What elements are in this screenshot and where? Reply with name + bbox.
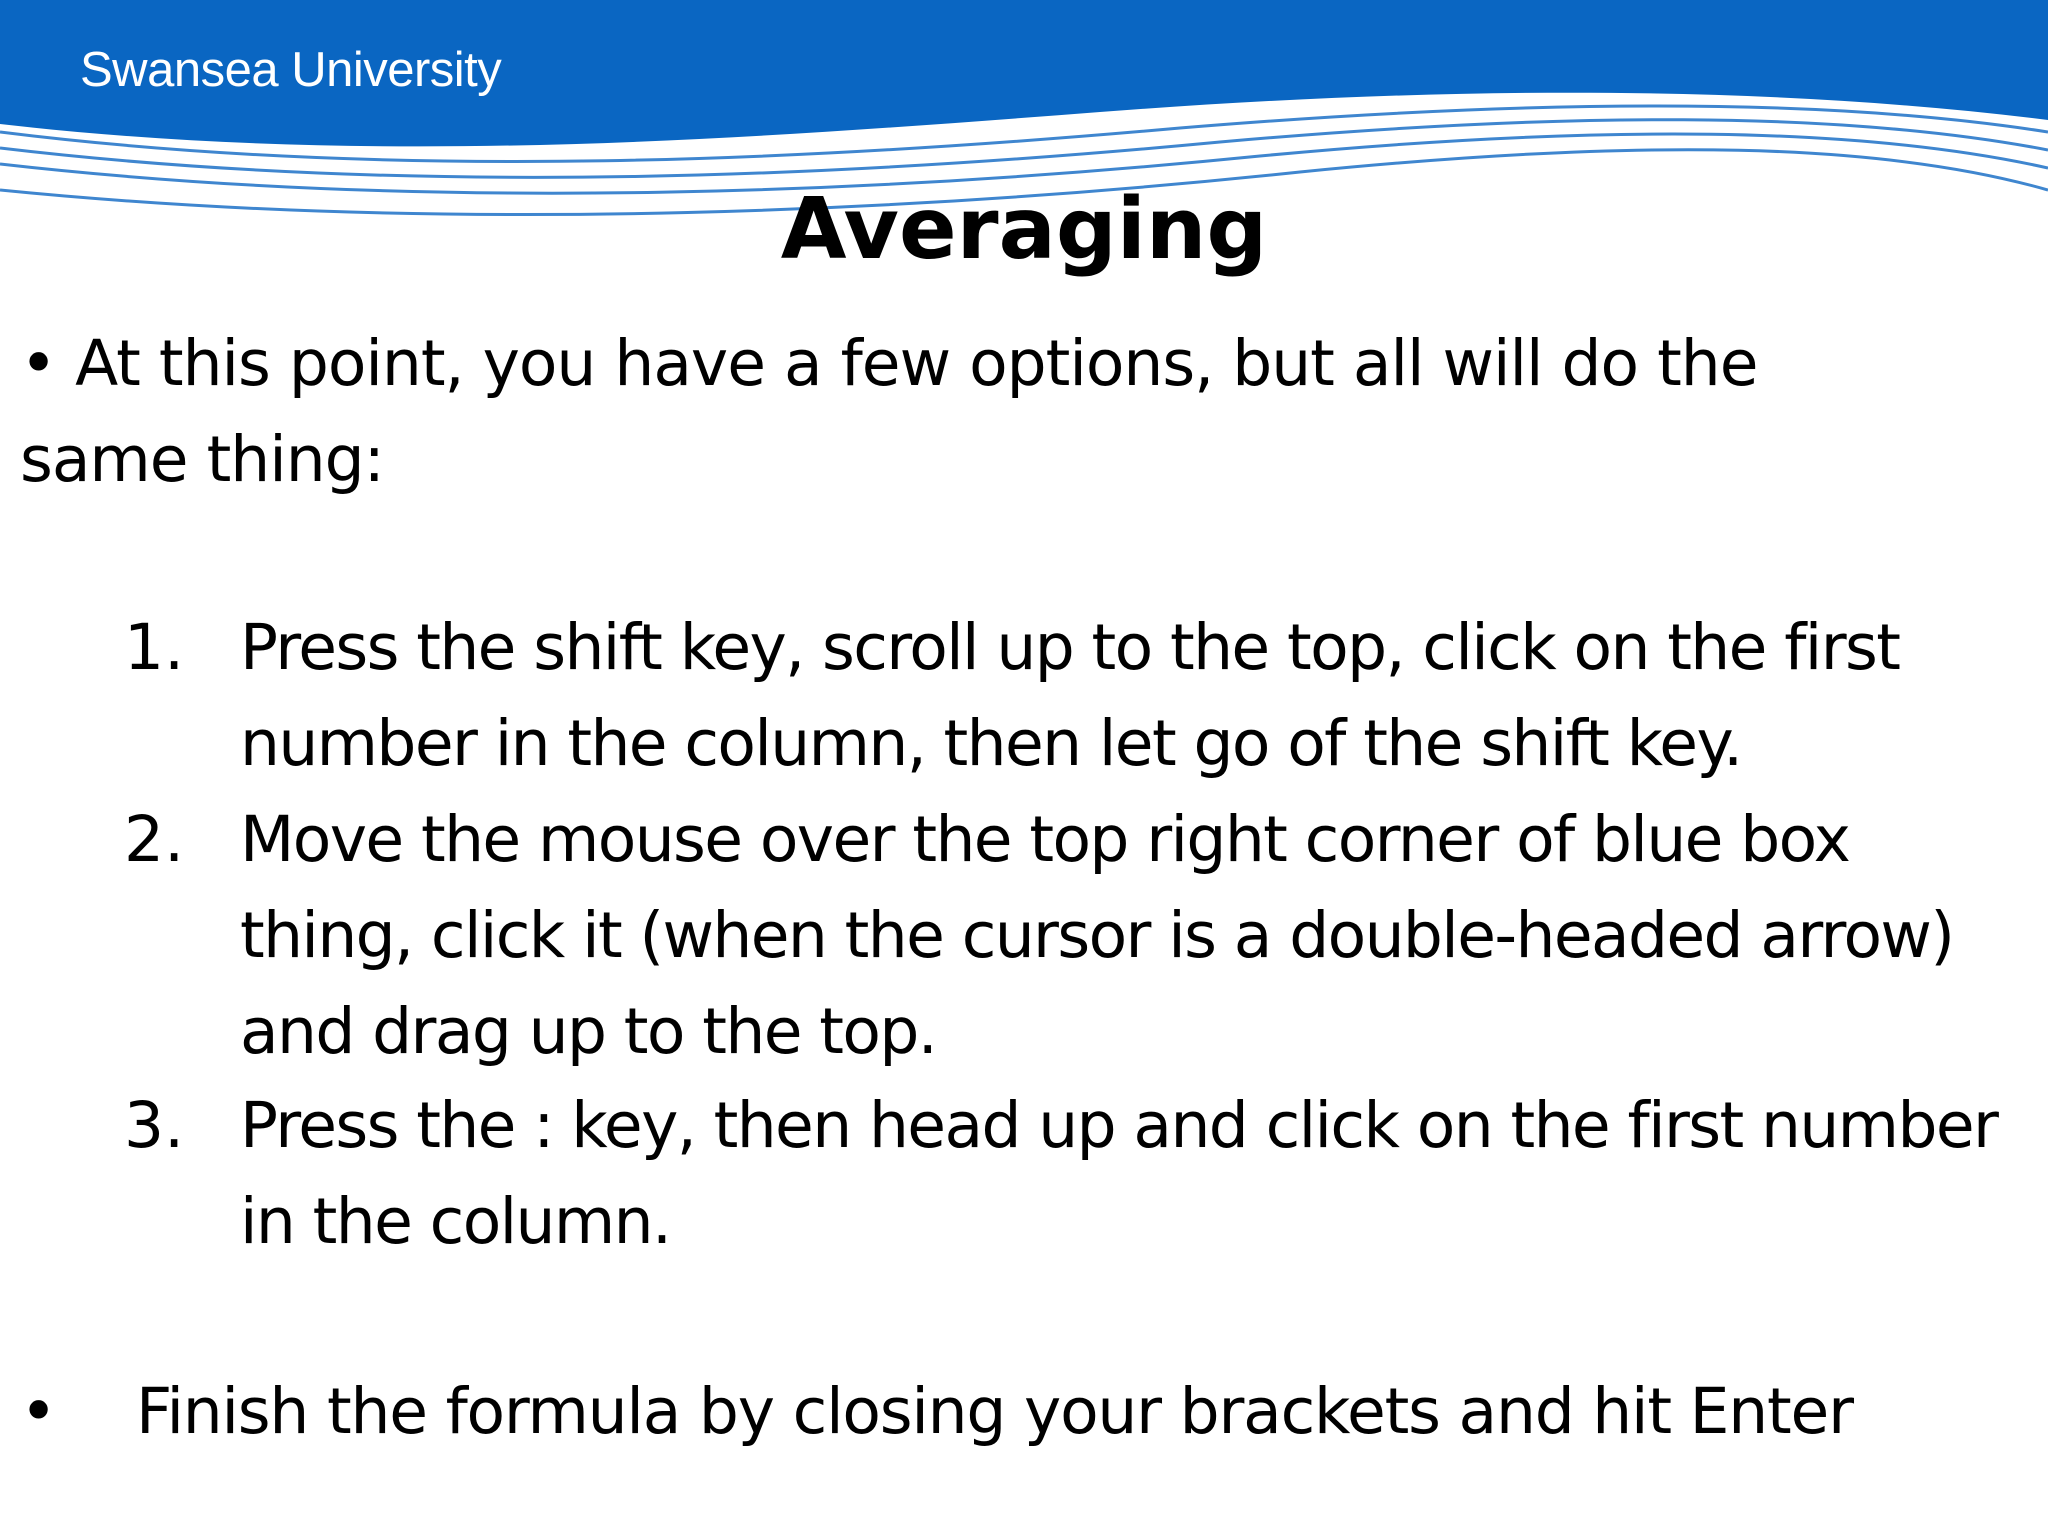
- slide-title: Averaging: [780, 180, 1268, 279]
- step-text: Press the : key, then head up and click on the first number in the column.: [240, 1089, 1998, 1258]
- step-number: 1.: [124, 611, 185, 684]
- step-number: 2.: [124, 803, 185, 876]
- intro-bullet: • At this point, you have a few options, but all will do the same thing:: [20, 327, 1758, 496]
- university-logo-text: Swansea University: [80, 43, 502, 97]
- step-text: Move the mouse over the top right corner of blue box thing, click it (when the cursor is a double-headed arrow) and drag up to the top.: [240, 803, 1954, 1068]
- final-bullet-marker: •: [20, 1375, 58, 1448]
- final-bullet-text: Finish the formula by closing your brackets and hit Enter: [136, 1375, 1853, 1448]
- step-text: Press the shift key, scroll up to the top, click on the first number in the column, then let go of the shift key.: [240, 611, 1900, 780]
- step-number: 3.: [124, 1089, 185, 1162]
